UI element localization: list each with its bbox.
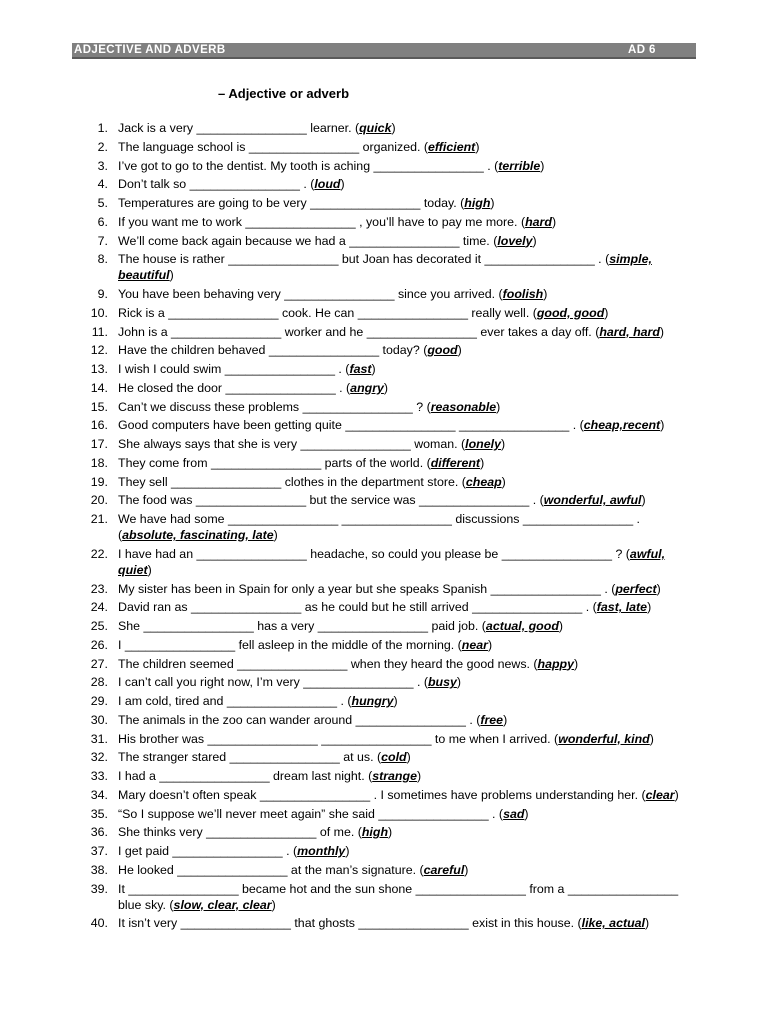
word-hint: wonderful, awful — [543, 493, 642, 508]
exercise-item — [0, 731, 768, 747]
exercise-item — [0, 749, 768, 765]
exercise-item — [0, 195, 768, 211]
sentence-text: ) — [540, 158, 545, 173]
item-number: 18. — [90, 455, 108, 470]
exercise-item — [0, 380, 768, 396]
sentence-text: ) — [645, 916, 650, 931]
sentence-text: She thinks very ________________ of me. ( — [118, 825, 362, 840]
item-number: 15. — [90, 399, 108, 414]
sentence-text: Good computers have been getting quite ________________ ________________ . ( — [118, 418, 584, 433]
sentence-text: ) — [649, 731, 654, 746]
sentence-text: I’ve got to go to the dentist. My tooth is aching ________________ . ( — [118, 158, 499, 173]
sentence-text: ) — [480, 455, 485, 470]
exercise-item — [0, 768, 768, 784]
sentence-text: ) — [496, 399, 501, 414]
exercise-item — [0, 417, 768, 433]
sentence-text: “So I suppose we’ll never meet again” she said ________________ . ( — [118, 806, 504, 821]
sentence-text: If you want me to work ________________ , you’ll have to pay me more. ( — [118, 214, 526, 229]
word-hint: high — [464, 196, 491, 210]
sentence-text: The stranger stared ________________ at us. ( — [118, 750, 382, 765]
sentence-text: It isn’t very ________________ that ghosts ________________ exist in this house. ( — [118, 916, 582, 931]
sentence-text: ) — [659, 324, 665, 339]
word-hint: like, actual — [581, 916, 645, 931]
word-hint: cold — [381, 750, 407, 765]
item-number: 1. — [97, 121, 108, 135]
word-hint: hungry — [351, 694, 394, 708]
exercise-item — [0, 915, 768, 931]
item-number: 26. — [90, 637, 108, 652]
sentence-text: They sell ________________ clothes in the department store. ( — [118, 474, 466, 489]
word-hint: cheap,recent — [583, 418, 661, 433]
sentence-text: ) — [169, 268, 174, 283]
sentence-text: ) — [524, 806, 529, 821]
sentence-text: It ________________ became hot and the sun shone ________________ from a ________________ blue sky. ( — [118, 881, 679, 912]
word-hint: actual, good — [485, 619, 559, 633]
sentence-text: ) — [543, 287, 548, 301]
item-number: 10. — [90, 305, 108, 320]
sentence-text: I wish I could swim ________________ . ( — [118, 362, 350, 376]
sentence-text: The animals in the zoo can wander around ________________ . ( — [118, 712, 481, 727]
sentence-text: ) — [340, 177, 345, 192]
sentence-text: ) — [500, 437, 506, 451]
exercise-item — [0, 251, 768, 283]
sentence-text: I can’t call you right now, I’m very ________________ . ( — [118, 675, 428, 690]
sentence-text: David ran as ________________ as he could but he still arrived ________________ . ( — [118, 600, 597, 615]
item-number: 9. — [97, 287, 108, 301]
item-number: 11. — [91, 324, 108, 339]
item-number: 32. — [90, 750, 108, 765]
exercise-item — [0, 399, 768, 415]
item-number: 29. — [90, 694, 108, 708]
exercise-item — [0, 286, 768, 302]
header-title: ADJECTIVE AND ADVERB — [74, 44, 226, 56]
exercise-list — [0, 120, 768, 934]
sentence-text: ) — [503, 712, 508, 727]
sentence-text: He closed the door ________________ . ( — [118, 380, 351, 395]
word-hint: careful — [423, 862, 465, 877]
sentence-text: The language school is ________________ organized. ( — [118, 139, 429, 154]
item-number: 37. — [90, 844, 108, 858]
sentence-text: John is a ________________ worker and he ________________ ever takes a day off. ( — [118, 324, 600, 339]
word-hint: loud — [314, 177, 341, 192]
word-hint: lonely — [465, 437, 501, 451]
item-number: 40. — [90, 916, 108, 931]
sentence-text: ) — [501, 474, 506, 489]
sentence-text: The children seemed ________________ when they heard the good news. ( — [118, 656, 538, 671]
word-hint: fast — [349, 362, 372, 376]
sentence-text: He looked ________________ at the man’s signature. ( — [118, 862, 424, 877]
sentence-text: Have the children behaved ________________ today? ( — [118, 343, 428, 358]
word-hint: fast, late — [596, 600, 648, 615]
word-hint: wonderful, kind — [558, 731, 650, 746]
exercise-item — [0, 436, 768, 452]
item-number: 16. — [90, 418, 108, 433]
word-hint: absolute, fascinating, late — [122, 528, 274, 542]
header-code: AD 6 — [628, 44, 656, 56]
sentence-text: ) — [574, 656, 579, 671]
item-number: 19. — [90, 474, 108, 489]
sentence-text: Don’t talk so ________________ . ( — [118, 177, 315, 192]
word-hint: hard, hard — [599, 324, 660, 339]
word-hint: sad — [503, 806, 525, 821]
sentence-text: ) — [371, 362, 376, 376]
sentence-text: ) — [475, 139, 480, 154]
sentence-text: ) — [383, 380, 389, 395]
exercise-item — [0, 712, 768, 728]
sentence-text: She ________________ has a very ________________ paid job. ( — [118, 619, 486, 633]
sentence-text: ) — [391, 121, 396, 135]
sentence-text: His brother was ________________ ________________ to me when I arrived. ( — [118, 731, 559, 746]
item-number: 33. — [90, 769, 108, 783]
item-number: 25. — [90, 619, 108, 633]
item-number: 21. — [90, 512, 108, 526]
word-hint: happy — [537, 656, 575, 671]
word-hint: near — [461, 637, 488, 652]
item-number: 31. — [90, 731, 108, 746]
word-hint: busy — [427, 675, 457, 690]
word-hint: cheap — [465, 474, 502, 489]
sentence-text: They come from ________________ parts of the world. ( — [118, 455, 431, 470]
sentence-text: ) — [674, 787, 679, 802]
exercise-item — [0, 361, 768, 377]
header-bar — [72, 43, 696, 59]
sentence-text: ) — [532, 233, 537, 248]
sentence-text: Can’t we discuss these problems ________________ ? ( — [118, 399, 431, 414]
word-hint: simple, beautiful — [118, 252, 652, 283]
exercise-item — [0, 139, 768, 155]
item-number: 13. — [90, 362, 108, 376]
exercise-item — [0, 214, 768, 230]
word-hint: awful, quiet — [118, 546, 666, 577]
sentence-text: We’ll come back again because we had a ________________ time. ( — [118, 233, 498, 248]
sentence-text: I get paid ________________ . ( — [118, 844, 298, 858]
sentence-text: I have had an ________________ headache, so could you please be ________________ ? ( — [118, 546, 630, 561]
page-title: – Adjective or adverb — [218, 86, 350, 101]
item-number: 14. — [90, 380, 108, 395]
word-hint: different — [430, 455, 481, 470]
item-number: 28. — [90, 675, 108, 690]
sentence-text: Rick is a ________________ cook. He can ________________ really well. ( — [118, 305, 537, 320]
exercise-item — [0, 455, 768, 471]
sentence-text: ) — [490, 196, 495, 210]
word-hint: free — [480, 712, 504, 727]
exercise-item — [0, 342, 768, 358]
word-hint: hard — [525, 214, 552, 229]
item-number: 12. — [90, 343, 108, 358]
sentence-text: The food was ________________ but the service was ________________ . ( — [118, 493, 544, 508]
exercise-item — [0, 511, 768, 543]
exercise-item — [0, 305, 768, 321]
sentence-text: We have had some ________________ ________________ discussions ________________ . ( — [118, 512, 641, 542]
exercise-item — [0, 546, 768, 578]
word-hint: clear — [645, 787, 675, 802]
item-number: 35. — [90, 806, 108, 821]
exercise-item — [0, 637, 768, 653]
exercise-item — [0, 824, 768, 840]
item-number: 23. — [90, 581, 108, 596]
word-hint: slow, clear, clear — [173, 897, 272, 912]
sentence-text: I ________________ fell asleep in the middle of the morning. ( — [118, 637, 462, 652]
sentence-text: I had a ________________ dream last night. ( — [118, 769, 373, 783]
sentence-text: Jack is a very ________________ learner. ( — [118, 121, 360, 135]
sentence-text: ) — [551, 214, 557, 229]
item-number: 8. — [97, 252, 108, 267]
sentence-text: ) — [641, 493, 646, 508]
sentence-text: ) — [558, 619, 564, 633]
item-number: 5. — [97, 196, 108, 210]
item-number: 20. — [90, 493, 108, 508]
sentence-text: ) — [457, 343, 462, 358]
exercise-item — [0, 656, 768, 672]
item-number: 30. — [90, 712, 108, 727]
sentence-text: My sister has been in Spain for only a year but she speaks Spanish ________________ . ( — [118, 581, 616, 596]
exercise-item — [0, 618, 768, 634]
exercise-item — [0, 176, 768, 192]
sentence-text: ) — [647, 600, 652, 615]
exercise-item — [0, 843, 768, 859]
word-hint: good, good — [536, 305, 605, 320]
item-number: 17. — [90, 437, 108, 451]
sentence-text: ) — [271, 897, 276, 912]
sentence-text: ) — [416, 769, 422, 783]
sentence-text: ) — [487, 637, 493, 652]
sentence-text: ) — [345, 844, 350, 858]
item-number: 2. — [97, 139, 108, 154]
item-number: 38. — [90, 862, 108, 877]
word-hint: good — [427, 343, 458, 358]
word-hint: perfect — [615, 581, 657, 596]
item-number: 3. — [97, 158, 108, 173]
word-hint: efficient — [428, 139, 476, 154]
exercise-item — [0, 881, 768, 913]
word-hint: high — [361, 825, 389, 840]
word-hint: quick — [359, 121, 392, 135]
item-number: 22. — [90, 546, 108, 561]
word-hint: foolish — [502, 287, 544, 301]
item-number: 24. — [90, 600, 108, 615]
item-number: 7. — [97, 233, 108, 248]
item-number: 4. — [97, 177, 108, 192]
sentence-text: The house is rather ________________ but Joan has decorated it ________________ . ( — [118, 252, 610, 267]
sentence-text: ) — [456, 675, 462, 690]
word-hint: strange — [372, 769, 417, 783]
item-number: 36. — [90, 825, 108, 840]
exercise-item — [0, 674, 768, 690]
exercise-item — [0, 324, 768, 340]
sentence-text: You have been behaving very ________________ since you arrived. ( — [118, 287, 503, 301]
word-hint: reasonable — [430, 399, 497, 414]
word-hint: lovely — [497, 233, 533, 248]
exercise-item — [0, 599, 768, 615]
sentence-text: ) — [406, 750, 411, 765]
word-hint: angry — [350, 380, 384, 395]
sentence-text: ) — [273, 528, 278, 542]
sentence-text: She always says that she is very ________________ woman. ( — [118, 437, 466, 451]
sentence-text: ) — [147, 562, 152, 577]
item-number: 27. — [90, 656, 108, 671]
exercise-item — [0, 693, 768, 709]
sentence-text: Temperatures are going to be very ________________ today. ( — [118, 196, 465, 210]
item-number: 39. — [90, 881, 108, 896]
exercise-item — [0, 233, 768, 249]
word-hint: terrible — [498, 158, 541, 173]
sentence-text: ) — [464, 862, 469, 877]
sentence-text: ) — [660, 418, 665, 433]
item-number: 6. — [97, 214, 108, 229]
exercise-item — [0, 120, 768, 136]
sentence-text: ) — [656, 581, 661, 596]
exercise-item — [0, 581, 768, 597]
exercise-item — [0, 806, 768, 822]
word-hint: monthly — [297, 844, 346, 858]
exercise-item — [0, 492, 768, 508]
sentence-text: ) — [388, 825, 393, 840]
exercise-item — [0, 158, 768, 174]
sentence-text: I am cold, tired and ________________ . ( — [118, 694, 352, 708]
item-number: 34. — [90, 787, 108, 802]
sentence-text: ) — [604, 305, 609, 320]
exercise-item — [0, 862, 768, 878]
sentence-text: Mary doesn’t often speak ________________ . I sometimes have problems understanding her. ( — [118, 787, 646, 802]
exercise-item — [0, 787, 768, 803]
exercise-item — [0, 474, 768, 490]
sentence-text: ) — [393, 694, 398, 708]
